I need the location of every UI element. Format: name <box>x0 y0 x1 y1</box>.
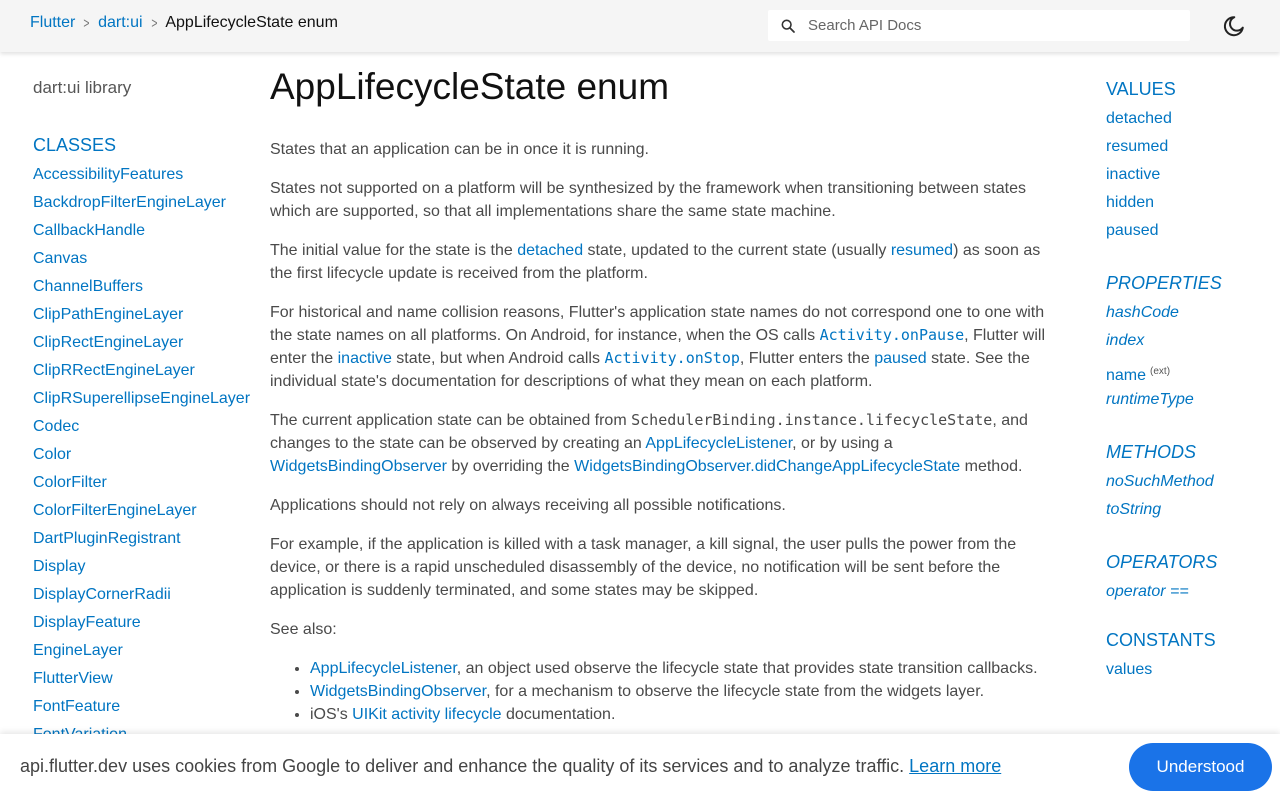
search-input[interactable] <box>808 17 1178 34</box>
ext-badge: (ext) <box>1150 366 1171 377</box>
resumed-link[interactable]: resumed <box>890 242 954 259</box>
learn-more-link[interactable]: Learn more <box>909 756 1002 776</box>
page-title: AppLifecycleState enum <box>270 66 670 107</box>
class-link[interactable]: EngineLayer <box>33 642 123 659</box>
see-also-link[interactable]: WidgetsBindingObserver <box>310 683 487 700</box>
classes-heading[interactable]: CLASSES <box>33 135 117 155</box>
class-link[interactable]: FlutterView <box>33 670 113 687</box>
breadcrumb <box>30 14 338 32</box>
chevron-right-icon: > <box>83 14 90 32</box>
dark-mode-icon[interactable] <box>1222 14 1246 38</box>
class-link[interactable]: BackdropFilterEngineLayer <box>33 194 226 211</box>
class-link[interactable]: Codec <box>33 418 80 435</box>
understood-button[interactable]: Understood <box>1129 743 1272 791</box>
class-link[interactable]: Color <box>33 446 72 463</box>
activity-onpause-link[interactable]: Activity.onPause <box>819 326 965 344</box>
property-link[interactable]: index <box>1106 332 1145 349</box>
methods-list <box>1106 468 1276 524</box>
class-link[interactable]: DisplayCornerRadii <box>33 586 171 603</box>
right-sidebar <box>1106 77 1276 684</box>
description-paragraph: Applications should not rely on always receiving all possible notifications. <box>270 497 786 514</box>
constant-link[interactable]: values <box>1106 661 1153 678</box>
operators-list <box>1106 578 1276 606</box>
class-link[interactable]: ClipRectEngineLayer <box>33 334 184 351</box>
description-paragraph: For historical and name collision reasons, Flutter's application state names do not correspond one to one with the state names on all platforms. On Android, for instance, when the OS calls Activity.onPause, Flutter will enter the inactive state, but when Android calls Activity.onStop, Flutter enters the paused state. See the individual state's documentation for descriptions of what they mean on each platform. <box>270 304 1046 390</box>
class-link[interactable]: FontFeature <box>33 698 121 715</box>
constants-list <box>1106 656 1276 684</box>
see-also-label: See also: <box>270 621 337 638</box>
class-link[interactable]: Display <box>33 558 86 575</box>
value-link[interactable]: detached <box>1106 110 1172 127</box>
value-link[interactable]: resumed <box>1106 138 1169 155</box>
class-link[interactable]: ChannelBuffers <box>33 278 143 295</box>
breadcrumb-current: AppLifecycleState enum <box>165 14 338 31</box>
class-link[interactable]: ClipPathEngineLayer <box>33 306 184 323</box>
description-paragraph: States not supported on a platform will be synthesized by the framework when transitioning between states which are supported, so that all implementations share the same state machine. <box>270 180 1026 220</box>
constants-heading[interactable]: CONSTANTS <box>1106 630 1216 650</box>
list-item: • WidgetsBindingObserver, for a mechanism to observe the lifecycle state from the widgets layer. <box>310 680 1065 703</box>
top-bar <box>0 0 1280 52</box>
description-paragraph: The current application state can be obtained from SchedulerBinding.instance.lifecycleState, and changes to the state can be observed by creating an AppLifecycleListener, or by using a WidgetsBindingObserver by overriding the WidgetsBindingObserver.didChangeAppLifecycleState method. <box>270 411 1028 475</box>
methods-heading[interactable]: METHODS <box>1106 442 1196 462</box>
values-list <box>1106 105 1276 245</box>
left-sidebar <box>33 76 251 749</box>
properties-list <box>1106 299 1276 414</box>
class-link[interactable]: ColorFilterEngineLayer <box>33 502 197 519</box>
class-link[interactable]: DartPluginRegistrant <box>33 530 181 547</box>
property-link[interactable]: hashCode <box>1106 304 1179 321</box>
list-item: • AppLifecycleListener, an object used observe the lifecycle state that provides state transition callbacks. <box>310 657 1065 680</box>
method-link[interactable]: toString <box>1106 501 1162 518</box>
values-heading[interactable]: VALUES <box>1106 79 1176 99</box>
chevron-right-icon: > <box>150 14 158 32</box>
method-link[interactable]: noSuchMethod <box>1106 473 1214 490</box>
description-paragraph: States that an application can be in once it is running. <box>270 141 649 158</box>
operator-link[interactable]: operator == <box>1106 583 1189 600</box>
breadcrumb-flutter[interactable]: Flutter <box>30 14 76 31</box>
class-link[interactable]: CallbackHandle <box>33 222 146 239</box>
inactive-link[interactable]: inactive <box>337 350 392 367</box>
search-box[interactable] <box>768 10 1190 41</box>
lifecycle-state-code: SchedulerBinding.instance.lifecycleState <box>631 411 993 429</box>
value-link[interactable]: inactive <box>1106 166 1161 183</box>
see-also-link[interactable]: UIKit activity lifecycle <box>352 706 502 723</box>
detached-link[interactable]: detached <box>517 242 584 259</box>
description-paragraph: For example, if the application is killed with a task manager, a kill signal, the user pulls the power from the device, or there is a rapid unscheduled disassembly of the device, no notification will be sent before the application is suddenly terminated, and some states may be skipped. <box>270 536 1017 599</box>
list-item: • iOS's UIKit activity lifecycle documentation. <box>310 703 1065 726</box>
class-link[interactable]: AccessibilityFeatures <box>33 166 184 183</box>
class-link[interactable]: DisplayFeature <box>33 614 141 631</box>
app-lifecycle-listener-link[interactable]: AppLifecycleListener <box>645 435 793 452</box>
paused-link[interactable]: paused <box>874 350 927 367</box>
breadcrumb-dart-ui[interactable]: dart:ui <box>98 14 143 31</box>
did-change-app-lifecycle-state-link[interactable]: WidgetsBindingObserver.didChangeAppLifecycleState <box>574 458 961 475</box>
properties-heading[interactable]: PROPERTIES <box>1106 273 1222 293</box>
class-link[interactable]: ColorFilter <box>33 474 107 491</box>
library-title: dart:ui library <box>33 78 132 97</box>
cookie-banner <box>0 734 1280 800</box>
search-icon <box>768 18 808 34</box>
value-link[interactable]: hidden <box>1106 194 1155 211</box>
classes-list <box>33 161 251 749</box>
class-link[interactable]: ClipRRectEngineLayer <box>33 362 195 379</box>
description-paragraph: The initial value for the state is the detached state, updated to the current state (usually resumed) as soon as the first lifecycle update is received from the platform. <box>270 242 1041 282</box>
widgets-binding-observer-link[interactable]: WidgetsBindingObserver <box>270 458 447 475</box>
property-link[interactable]: name <box>1106 367 1147 384</box>
property-link[interactable]: runtimeType <box>1106 391 1194 408</box>
cookie-message: api.flutter.dev uses cookies from Google to deliver and enhance the quality of its services and to analyze traffic. Learn more <box>20 756 1002 776</box>
operators-heading[interactable]: OPERATORS <box>1106 552 1218 572</box>
activity-onstop-link[interactable]: Activity.onStop <box>604 349 740 367</box>
main-content <box>270 64 1065 726</box>
see-also-link[interactable]: AppLifecycleListener <box>310 660 457 677</box>
class-link[interactable]: Canvas <box>33 250 88 267</box>
value-link[interactable]: paused <box>1106 222 1159 239</box>
class-link[interactable]: ClipRSuperellipseEngineLayer <box>33 390 251 407</box>
see-also-list <box>270 657 1065 726</box>
